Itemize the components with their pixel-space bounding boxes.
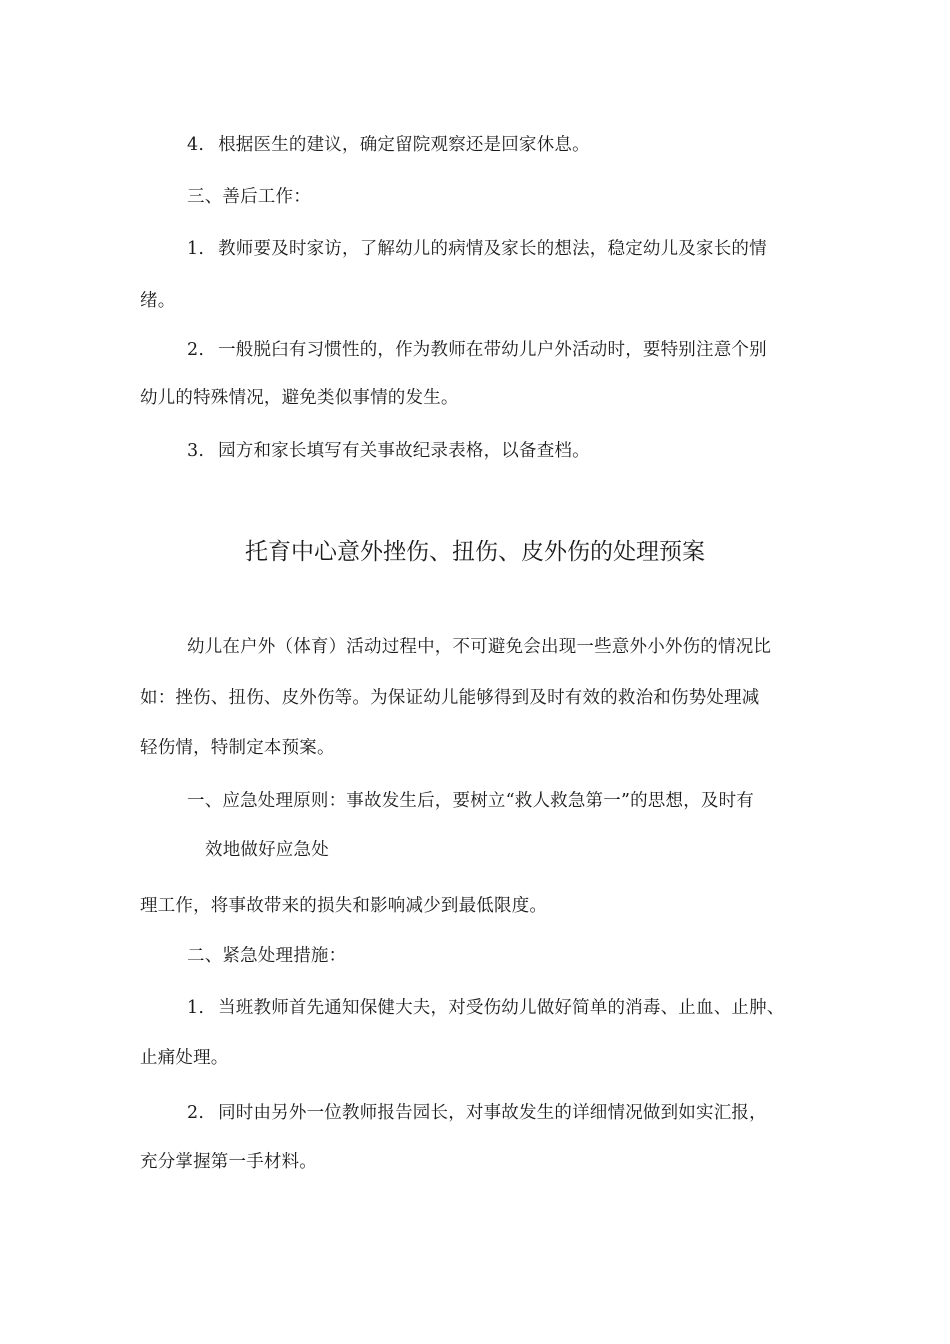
measure-item-1 xyxy=(187,996,785,1020)
item-number: 2. xyxy=(187,1103,205,1123)
principle-line-2: 效地做好应急处 xyxy=(205,840,329,860)
intro-line-1: 幼儿在户外（体育）活动过程中，不可避免会出现一些意外小外伤的情况比 xyxy=(187,637,772,657)
list-item-2 xyxy=(187,338,767,362)
list-item-2-continuation: 幼儿的特殊情况，避免类似事情的发生。 xyxy=(140,388,459,408)
document-title: 托育中心意外挫伤、扭伤、皮外伤的处理预案 xyxy=(245,539,705,565)
item-text: 教师要及时家访，了解幼儿的病情及家长的想法，稳定幼儿及家长的情 xyxy=(218,239,767,259)
item-text: 根据医生的建议，确定留院观察还是回家休息。 xyxy=(218,135,590,155)
item-text: 同时由另外一位教师报告园长，对事故发生的详细情况做到如实汇报， xyxy=(218,1103,767,1123)
principle-line-1: 一、应急处理原则：事故发生后，要树立“救人救急第一”的思想，及时有 xyxy=(187,791,754,811)
item-text: 一般脱臼有习惯性的，作为教师在带幼儿户外活动时，要特别注意个别 xyxy=(218,340,767,360)
intro-line-3: 轻伤情，特制定本预案。 xyxy=(140,738,335,758)
item-number: 4. xyxy=(187,135,205,155)
section-heading-measures: 二、紧急处理措施： xyxy=(187,946,347,966)
list-item-4 xyxy=(187,133,590,157)
item-number: 2. xyxy=(187,340,205,360)
item-number: 3. xyxy=(187,441,205,461)
list-item-1-continuation: 绪。 xyxy=(140,291,176,311)
principle-line-3: 理工作，将事故带来的损失和影响减少到最低限度。 xyxy=(140,896,548,916)
item-text: 当班教师首先通知保健大夫，对受伤幼儿做好简单的消毒、止血、止肿、 xyxy=(218,998,785,1018)
item-number: 1. xyxy=(187,239,205,259)
list-item-1 xyxy=(187,237,767,261)
intro-line-2: 如：挫伤、扭伤、皮外伤等。为保证幼儿能够得到及时有效的救治和伤势处理减 xyxy=(140,688,760,708)
item-number: 1. xyxy=(187,998,205,1018)
measure-item-2-continuation: 充分掌握第一手材料。 xyxy=(140,1152,317,1172)
section-heading-aftercare: 三、善后工作： xyxy=(187,187,311,207)
measure-item-2 xyxy=(187,1101,767,1125)
list-item-3 xyxy=(187,439,590,463)
item-text: 园方和家长填写有关事故纪录表格，以备查档。 xyxy=(218,441,590,461)
measure-item-1-continuation: 止痛处理。 xyxy=(140,1048,229,1068)
